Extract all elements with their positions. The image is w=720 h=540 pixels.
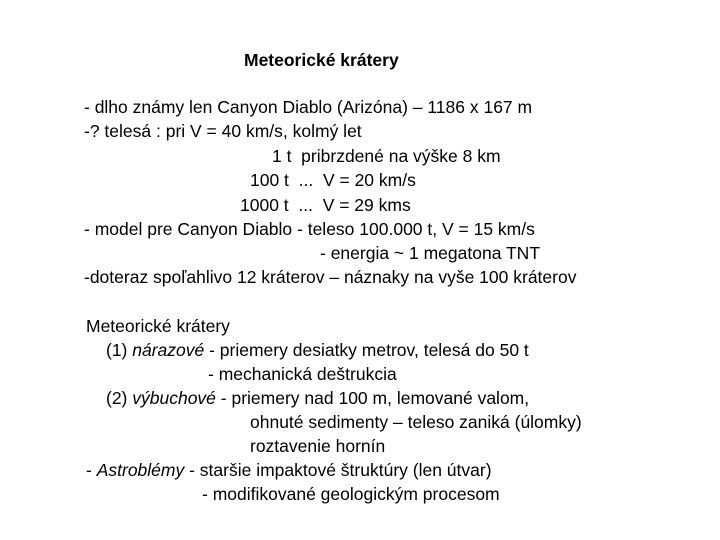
term: výbuchové xyxy=(132,388,216,408)
term: Astroblémy xyxy=(96,460,185,480)
list-item: (2) výbuchové - priemery nad 100 m, lemované valom, xyxy=(106,388,530,408)
text-line: 100 t ... V = 20 km/s xyxy=(250,170,416,190)
list-item: - Astroblémy - staršie impaktové štruktúry (len útvar) xyxy=(86,460,492,480)
section-heading: Meteorické krátery xyxy=(86,316,230,336)
text-line: -doteraz spoľahlivo 12 kráterov – náznaky na vyše 100 kráterov xyxy=(84,267,577,287)
page-title: Meteorické krátery xyxy=(244,50,399,70)
text-line: roztavenie hornín xyxy=(250,436,386,456)
term: nárazové xyxy=(132,340,205,360)
text-line: -? telesá : pri V = 40 km/s, kolmý let xyxy=(84,121,362,141)
text-line: 1000 t ... V = 29 kms xyxy=(240,195,411,215)
text-line: - energia ~ 1 megatona TNT xyxy=(320,243,541,263)
text-line: - modifikované geologickým procesom xyxy=(202,484,500,504)
list-item: (1) nárazové - priemery desiatky metrov, telesá do 50 t xyxy=(106,340,529,360)
text-line: ohnuté sedimenty – teleso zaniká (úlomky) xyxy=(250,412,582,432)
text-line: - model pre Canyon Diablo - teleso 100.000 t, V = 15 km/s xyxy=(84,219,535,239)
text-line: 1 t pribrzdené na výške 8 km xyxy=(272,146,501,166)
text-line: - dlho známy len Canyon Diablo (Arizóna) – 1186 x 167 m xyxy=(84,97,533,117)
text-line: - mechanická deštrukcia xyxy=(208,364,397,384)
